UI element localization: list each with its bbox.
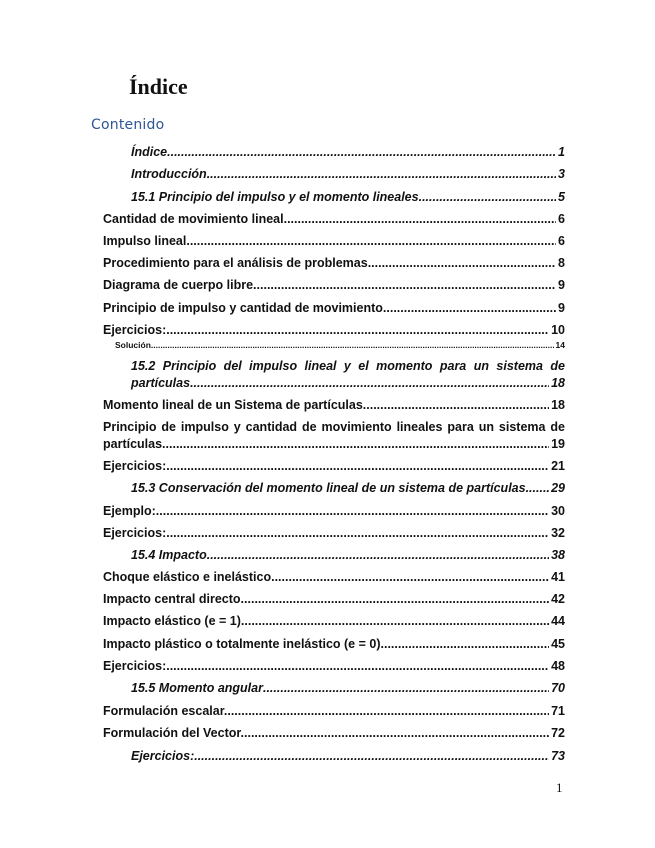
toc-entry[interactable]	[115, 340, 565, 351]
toc-entry-page: 14	[555, 340, 565, 350]
toc-leader	[207, 547, 549, 564]
toc-entry-title: Impacto central directo	[103, 592, 241, 606]
toc-entry[interactable]	[131, 547, 565, 564]
toc-entry-title: Ejercicios:	[103, 659, 167, 673]
toc-entry-page: 18	[551, 376, 565, 390]
toc-entry-title: Cantidad de movimiento lineal	[103, 212, 284, 226]
toc-leader	[271, 569, 549, 586]
toc-entry[interactable]	[131, 680, 565, 697]
toc-entry[interactable]	[103, 725, 565, 742]
toc-entry-page: 44	[551, 614, 565, 628]
toc-leader	[166, 436, 550, 453]
toc-leader	[194, 748, 549, 765]
toc-entry-title: Formulación del Vector.	[103, 726, 245, 740]
toc-entry[interactable]	[103, 458, 565, 475]
toc-entry-title: 15.5 Momento angular	[131, 681, 263, 695]
toc-entry-page: 6	[558, 212, 565, 226]
toc-entry-page: 45	[551, 637, 565, 651]
toc-entry-page: 73	[551, 749, 565, 763]
toc-entry[interactable]	[103, 525, 565, 542]
toc-entry-title: Procedimiento para el análisis de problemas	[103, 256, 368, 270]
toc-leader	[263, 680, 549, 697]
toc-entry[interactable]	[103, 397, 565, 414]
toc-entry-page: 6	[558, 234, 565, 248]
page-title: Índice	[129, 74, 188, 99]
toc-entry-title: 15.3 Conservación del momento lineal de un sistema de partículas	[131, 481, 526, 495]
toc-entry-title: Índice	[131, 145, 168, 159]
toc-entry-title: Impulso lineal	[103, 234, 187, 248]
toc-entry-title: Diagrama de cuerpo libre.	[103, 278, 257, 292]
toc-entry[interactable]	[103, 277, 565, 294]
toc-entry-title: Impacto elástico (e = 1)	[103, 614, 241, 628]
toc-entry-page: 30	[551, 504, 565, 518]
toc-leader	[186, 233, 556, 250]
toc-entry[interactable]	[103, 569, 565, 586]
toc-leader	[241, 591, 550, 608]
toc-leader	[368, 255, 556, 272]
toc-leader	[526, 480, 550, 497]
toc-entry-page: 38	[551, 548, 565, 562]
toc-leader	[284, 211, 556, 228]
toc-entry-page: 29	[551, 481, 565, 495]
toc-entry-page: 42	[551, 592, 565, 606]
toc-entry-title-line1: 15.2 Principio del impulso lineal y el momento para un sistema de	[131, 359, 565, 373]
toc-entry-title: Principio de impulso y cantidad de movimiento.	[103, 301, 387, 315]
toc-entry[interactable]	[103, 591, 565, 608]
toc-entry[interactable]	[103, 613, 565, 630]
toc-entry-page: 18	[551, 398, 565, 412]
toc-entry[interactable]	[131, 748, 565, 765]
toc-entry[interactable]	[131, 144, 565, 161]
toc-leader	[166, 658, 549, 675]
toc-entry-title-line2: partículas.	[103, 437, 166, 451]
toc-leader	[227, 703, 549, 720]
toc-entry-title: Introducción	[131, 167, 207, 181]
toc-entry-title: Formulación escalar.	[103, 704, 228, 718]
toc-leader	[257, 277, 557, 294]
toc-entry[interactable]	[103, 300, 565, 317]
toc-entry-title: Ejercicios:	[103, 323, 167, 337]
toc-entry-title: Ejercicios:	[103, 526, 167, 540]
toc-leader	[386, 300, 556, 317]
toc-leader	[381, 636, 550, 653]
toc-leader	[167, 144, 556, 161]
toc-entry[interactable]	[103, 255, 565, 272]
toc-entry-title: Ejercicios:	[131, 749, 195, 763]
toc-entry-page: 41	[551, 570, 565, 584]
toc-entry-page: 21	[551, 459, 565, 473]
toc-leader	[244, 725, 549, 742]
toc-entry[interactable]	[131, 189, 565, 206]
toc-leader	[151, 340, 554, 351]
toc-entry[interactable]	[131, 480, 565, 497]
toc-entry-page: 9	[558, 278, 565, 292]
toc-entry-page: 32	[551, 526, 565, 540]
toc-entry-title: Ejemplo:	[103, 504, 156, 518]
toc-leader	[166, 322, 549, 339]
toc-entry-title-line1: Principio de impulso y cantidad de movimiento lineales para un sistema de	[103, 420, 565, 434]
toc-entry-page: 72	[551, 726, 565, 740]
toc-entry[interactable]	[103, 233, 565, 250]
toc-entry[interactable]	[103, 322, 565, 339]
toc-leader	[207, 166, 556, 183]
toc-leader	[419, 189, 556, 206]
toc-leader	[166, 458, 549, 475]
toc-entry[interactable]	[131, 358, 565, 392]
toc-entry[interactable]	[103, 703, 565, 720]
toc-heading: Contenido	[91, 117, 165, 133]
toc-entry-page: 10	[551, 323, 565, 337]
toc-leader	[156, 503, 549, 520]
toc-entry-title: Choque elástico e inelástico	[103, 570, 272, 584]
toc-entry-title: Solución	[115, 340, 151, 350]
toc-entry-title: Momento lineal de un Sistema de partículas.	[103, 398, 367, 412]
toc-entry[interactable]	[103, 636, 565, 653]
toc-entry-page: 70	[551, 681, 565, 695]
toc-leader	[241, 613, 549, 630]
toc-entry-title: Impacto plástico o totalmente inelástico (e = 0)	[103, 637, 381, 651]
page-number: 1	[556, 780, 563, 795]
toc-entry-page: 19	[551, 437, 565, 451]
toc-entry-page: 3	[558, 167, 565, 181]
toc-leader	[366, 397, 549, 414]
toc-entry-title: 15.4 Impacto	[131, 548, 207, 562]
toc-entry[interactable]	[103, 419, 565, 453]
toc-entry[interactable]	[103, 503, 565, 520]
toc-entry-page: 71	[551, 704, 565, 718]
toc-entry-page: 48	[551, 659, 565, 673]
toc-entry-page: 9	[558, 301, 565, 315]
toc-entry-title: 15.1 Principio del impulso y el momento lineales	[131, 190, 419, 204]
toc-entry-page: 8	[558, 256, 565, 270]
toc-entry[interactable]	[131, 166, 565, 183]
toc-leader	[190, 375, 549, 392]
toc-entry-title-line2: partículas	[131, 376, 191, 390]
toc-leader	[166, 525, 549, 542]
toc-entry[interactable]	[103, 211, 565, 228]
toc-entry[interactable]	[103, 658, 565, 675]
toc-entry-page: 1	[558, 145, 565, 159]
toc-entry-page: 5	[558, 190, 565, 204]
toc-entry-title: Ejercicios:	[103, 459, 167, 473]
